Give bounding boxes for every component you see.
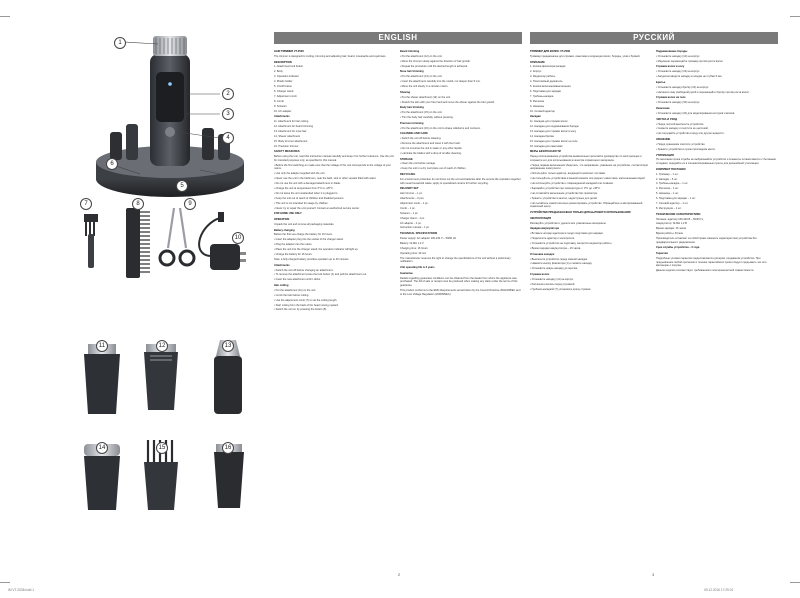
paragraph: • Never try to repair the unit yourself. Contact an authorized service center. [274,206,360,210]
paragraph: • Put the attachment (15) on the unit. [400,111,443,115]
paragraph: 16. Precision trimmer [274,144,299,148]
section-heading: ТРИММЕР ДЛЯ ВОЛОС VT-2538 [530,50,570,53]
paragraph: • Trim the body hair carefully, without pressing. [400,116,454,120]
section-heading: Unit operating life is 3 years [400,266,435,270]
paragraph: 1. Кнопка фиксатора насадки [530,65,566,69]
paragraph: Comb – 1 pc. [400,206,416,210]
section-heading: Attachments [274,115,290,119]
page-number-left: 2 [398,572,401,577]
section-heading: ХРАНЕНИЕ [656,138,671,142]
paragraph: • Перед чисткой выключите устройство. [656,122,705,126]
paragraph: • This unit is not intended for usage by children. [274,201,329,205]
paragraph: The trimmer is designed for cutting, trimming and adjusting hair, beard, moustache and eyebrows. [274,54,387,58]
page-number-right: 3 [652,572,655,577]
paragraph: • Do not use the unit with a damaged attachment or blade. [274,182,341,186]
paragraph: Распакуйте устройство и удалите все упаковочные материалы. [530,221,607,225]
section-heading: ЭКСПЛУАТАЦИЯ [530,216,552,220]
paragraph: This product conforms to the EMC-Requirements as laid down by the Council Directive 2004/108/EC and to the Low Voltage Regulation (2006/95/EC). [400,288,521,296]
section-heading: Nose hair trimming [400,70,424,74]
paragraph: Производитель оставляет за собой право изменять характеристики устройства без предварительного уведомления. [656,237,757,244]
paragraph: 13. Attachment for nose hair [274,129,307,133]
paragraph: • Установите насадку (12) на корпус. [656,54,701,58]
paragraph: • Move the unit slowly in a circular motion. [400,85,449,89]
paragraph: • Switch the unit on by pressing the button (5). [274,308,327,312]
paragraph: • Put the attachment (12) on the unit. [400,54,443,58]
section-heading: OPERATION [274,217,290,221]
paragraph: Before using the unit, read this instruction manual carefully and keep it for further reference. Use the unit for intended purposes only, as specified in this manual. [274,155,394,162]
paragraph: • Подключите адаптер к электросети. [530,237,575,241]
paragraph: 16. Насадка для окантовки [530,144,563,148]
section-heading: Стрижка волос в носу [656,65,685,69]
paragraph: 3. Индикатор работы [530,75,556,79]
paragraph: • Start cutting from the back of the head moving upward. [274,303,339,307]
section-heading: CLEANING AND CARE [400,132,428,136]
paragraph: • Не пользуйтесь устройством в ванной комнате или рядом с емкостями, наполненными водой. [530,177,646,181]
paragraph: Before the first use charge the battery for 16 hours. [274,233,333,237]
paragraph: Питание: адаптер 100-240 В ~ 50/60 Гц [656,217,704,221]
crop-mark [0,16,10,17]
paragraph: Power supply: AC adapter 100-240 V ~ 50/60 Hz [400,237,457,241]
paragraph: 9. Scissors [274,104,287,108]
paragraph: 6. Подставка для зарядки – 1 шт. [656,197,696,201]
paragraph: • Время зарядки аккумулятора – 16 часов. [530,246,582,250]
paragraph: Note: a fully charged battery provides operation up to 40 minutes. [274,257,350,261]
callout-7: 7 [80,198,92,210]
paragraph: Аккумулятор: Ni-MH 1,2 В [656,222,687,226]
paragraph: • Установите насадку (15) на корпус. [656,101,701,105]
paragraph: • Медленно перемещайте триммер против роста волос. [656,59,724,63]
callout-5: 5 [176,180,188,192]
paragraph: • Установите насадку (11) на корпус. [530,277,574,281]
paragraph: • Put the attachment (13) on the unit. [400,75,443,79]
paragraph: • Place the unit into the charger stand; the operation indicator will light up. [274,248,359,252]
section-heading: TECHNICAL SPECIFICATIONS [400,232,438,236]
section-heading: Beard trimming [400,50,420,53]
paragraph: • Clean the unit before storage. [400,162,436,166]
english-column-2 [400,48,522,568]
paragraph: • Put the attachment (16) on the unit to shape sideburns and contours. [400,126,481,130]
section-heading: Бритье [656,80,666,84]
paragraph: Battery: Ni-MH 1.2 V [400,241,424,245]
paragraph: Charging time: 16 hours [400,246,428,250]
paragraph: 5. Кнопка включения/выключения [530,85,571,89]
russian-header: РУССКИЙ [530,32,778,44]
paragraph: 5. On/off button [274,85,292,89]
paragraph: 8. Инструкция – 1 шт. [656,206,682,210]
paragraph: The manufacturer reserves the right to change the specifications of the unit without a preliminary notification. [400,256,511,264]
callout-3: 3 [222,108,234,120]
section-heading: Shaving [400,90,411,94]
paragraph: • Before the first switching-on make sure that the voltage of the unit corresponds to the voltage of your mains. [274,163,391,171]
section-heading: Насадки [530,115,541,119]
paragraph: Время зарядки: 16 часов [656,227,687,231]
paragraph: 7. Adjustment comb [274,94,297,98]
accessories-figure [84,208,246,278]
paragraph: 4. Расческа – 1 шт. [656,187,679,191]
section-heading: DESCRIPTION [274,60,292,64]
paragraph: 1. Триммер – 1 шт. [656,172,679,176]
section-heading: Подравнивание бороды [656,50,688,53]
section-heading: HAIR TRIMMER VT-2538 [274,50,304,53]
paragraph: По окончании срока службы не выбрасывайте устройство и элементы питания вместе с бытовыми отходами, передайте их в специализированные пункты для дальнейшей утилизации. [656,158,776,166]
section-heading: ОПИСАНИЕ [530,60,545,64]
paragraph: Details regarding guarantee conditions can be obtained from the dealer from whom the appliance was purchased. The bill of sale or receipt must be produced when making any claim under the terms of this guarantee. [400,276,518,288]
paragraph: • Используйте только адаптер, входящий в комплект поставки. [530,172,606,176]
callout-10: 10 [232,232,244,244]
paragraph: Attachments – 6 pcs. [400,197,425,201]
paragraph: 11. Attachment for hair cutting [274,120,309,124]
paragraph: • Switch the unit off before cleaning. [400,137,442,141]
paragraph: 8. Расческа [530,99,544,103]
paragraph: 13. Насадка для стрижки волос в носу [530,129,577,133]
paragraph: Unpack the unit and remove all packaging materials. [274,222,335,226]
paragraph: 11. Насадка для стрижки волос [530,120,568,124]
paragraph: Данное изделие соответствует требованиям к электромагнитной совместимости. [656,269,755,273]
paragraph: 4. Пластиковый держатель [530,80,563,84]
paragraph: • Выключите устройство перед сменой насадки. [530,257,588,261]
paragraph: • To remove the attachment press the lock button (1) and pull the attachment out. [274,273,367,277]
callout-13: 13 [222,340,234,352]
paragraph: Instruction manual – 1 pc. [400,226,430,230]
footer-filename: IM VT-2538.indd 1 [8,588,35,592]
paragraph: • Установите новую насадку до щелчка. [530,267,578,271]
paragraph: 7. Сетевой адаптер – 1 шт. [656,202,689,206]
paragraph: • Insert the adapter plug into the socket of the charger stand. [274,238,344,242]
paragraph: 4. Plastic holder [274,80,293,84]
paragraph: • Аккуратно вводите насадку в ноздрю не глубже 5 мм. [656,75,723,79]
callout-15: 15 [156,442,168,454]
callout-16: 16 [222,442,234,454]
paragraph: • Lubricate the blades with a drop of oil after cleaning. [400,151,462,155]
paragraph: • Не используйте устройство с поврежденной насадкой или лезвием. [530,182,614,186]
paragraph: • Insert the attachment carefully into the nostril, not deeper than 5 mm. [400,80,481,84]
paragraph: Перед использованием устройства внимательно прочитайте руководство по эксплуатации и сохраните его для использования в качестве справочного материала. [530,155,642,162]
callout-4: 4 [222,132,234,144]
paragraph: • Не погружайте устройство в воду или другие жидкости. [656,132,725,136]
paragraph: Adjustment comb – 1 pc. [400,202,429,206]
paragraph: • Заряжайте устройство при температуре от 0°C до +35°C. [530,187,601,190]
paragraph: • Charge the battery for 16 hours. [274,253,313,257]
callout-9: 9 [184,198,196,210]
paragraph: • Натяните кожу свободной рукой и перемещайте бритву против роста волос. [656,90,750,94]
paragraph: • Установите насадку (16) для моделирования контуров и висков. [656,111,736,115]
paragraph: Scissors – 1 pc. [400,211,419,215]
paragraph: Charger stand – 1 pc. [400,216,425,220]
paragraph: • Нажмите кнопку фиксатора (1) и снимите насадку. [530,262,593,266]
section-heading: УСТРОЙСТВО ПРЕДНАЗНАЧЕНО ТОЛЬКО ДЛЯ БЫТОВОГО ИСПОЛЬЗОВАНИЯ [530,211,631,215]
paragraph: Operating time: 40 min [400,251,427,255]
english-header: ENGLISH [274,32,522,44]
callout-11: 11 [96,340,108,352]
callout-2: 2 [222,88,234,100]
paragraph: • Use only the adapter supplied with the unit. [274,172,326,176]
paragraph: • Установите насадку-бритву (14) на корпус. [656,85,710,89]
paragraph: 15. Насадка для стрижки волос на теле [530,139,578,143]
paragraph: 14. Насадка-бритва [530,134,554,138]
section-heading: УТИЛИЗАЦИЯ [656,153,674,157]
paragraph: • Гребнем-насадкой (7) установите длину стрижки. [530,287,592,291]
section-heading: Hair cutting [274,283,289,287]
paragraph: Время работы: 40 мин [656,232,684,236]
paragraph: Hair trimmer – 1 pc. [400,192,423,196]
paragraph: 5. Ножницы – 1 шт. [656,192,679,196]
paragraph: 3. Operation indicator [274,75,299,79]
section-heading: Guarantee [400,271,413,275]
paragraph: 10. AC adapter [274,109,292,113]
paragraph: 8. Comb [274,99,284,103]
paragraph: • Put the shaver attachment (14) on the unit. [400,95,451,99]
paragraph: • Расчешите волосы перед стрижкой. [530,282,576,286]
section-heading: SAFETY MEASURES [274,150,300,154]
callout-8: 8 [132,198,144,210]
attachments-figure [84,340,244,510]
russian-column-2 [656,48,778,568]
section-heading: Battery charging [274,228,295,232]
paragraph: For environment protection do not throw out the unit and batteries after the service life expiration together with usual household waste; apply to specialized centers for further recycling. [400,177,521,185]
paragraph: • Снимите насадку и очистите ее щеточкой. [656,127,709,131]
section-heading: Precision trimming [400,121,424,125]
paragraph: 9. Ножницы [530,104,545,108]
paragraph: 12. Насадка для подравнивания бороды [530,124,579,128]
paragraph: • Never use the unit in the bathroom, near the bath, sink or other vessels filled with water. [274,177,377,181]
crop-mark [0,582,10,583]
product-illustration [70,14,270,574]
section-heading: Гарантия [656,252,668,256]
section-heading: Body hair trimming [400,106,424,110]
section-heading: DELIVERY SET [400,187,419,191]
paragraph: 12. Attachment for beard trimming [274,124,314,128]
section-heading: Стрижка волос [530,273,550,277]
paragraph: • Do not leave the unit unattended when it is plugged in. [274,191,339,195]
paragraph: • Move the trimmer slowly against the direction of hair growth. [400,59,471,63]
paragraph: • Keep the unit in a dry cool place out of reach of children. [400,167,467,171]
footer-timestamp: 09.12.2016 17:29:01 [704,588,734,592]
paragraph: • Repeat the procedure until the desired length is achieved. [400,64,468,68]
paragraph: • Comb the hair before cutting. [274,293,310,297]
paragraph: • Use the adjustment comb (7) to set the cutting length. [274,298,338,302]
section-heading: МЕРЫ БЕЗОПАСНОСТИ [530,150,561,154]
paragraph: • Stretch the skin with your free hand and move the shaver against the hair growth. [400,100,495,104]
paragraph: 7. Гребень-насадка [530,94,554,98]
paragraph: 6. Charger stand [274,89,294,93]
paragraph: Подробные условия гарантии предоставляются дилером, продавшим устройство. При предъявлении любой претензии в течение гарантийного срока следует предъявить чек или квитанцию о покупке. [656,257,767,268]
paragraph: • Put the attachment (11) on the unit. [274,288,317,292]
paragraph: AC adapter – 1 pc. [400,221,422,225]
section-heading: Зарядка аккумулятора [530,227,559,231]
section-heading: Стрижка волос на теле [656,96,686,100]
callout-1: 1 [114,37,126,49]
paragraph: 15. Body trimmer attachment [274,139,308,143]
section-heading: Окантовка [656,107,670,111]
callout-6: 6 [106,158,118,170]
paragraph: 2. Насадки – 6 шт. [656,177,678,181]
section-heading: Установка насадок [530,252,555,256]
paragraph: • Remove the attachment and clean it with the brush. [400,142,461,146]
russian-column-1 [530,48,652,568]
callout-14: 14 [96,442,108,454]
paragraph: • Храните устройство в местах, недоступных для детей. [530,196,598,200]
paragraph: • Switch the unit off before changing an attachment. [274,268,334,272]
callout-12: 12 [156,340,168,352]
section-heading: ТЕХНИЧЕСКИЕ ХАРАКТЕРИСТИКИ [656,212,701,216]
paragraph: 10. Сетевой адаптер [530,109,555,113]
paragraph: • Не оставляйте включенное устройство без присмотра. [530,191,598,195]
section-heading: ЧИСТКА И УХОД [656,117,677,121]
paragraph: • Перед хранением очистите устройство. [656,142,706,146]
paragraph: • Не пытайтесь самостоятельно ремонтировать устройство. Обращайтесь в авторизованный сервисный центр. [530,201,643,209]
paragraph: 14. Shaver attachment [274,134,301,138]
paragraph: • Do not immerse the unit in water or any other liquids. [400,146,463,150]
paragraph: • Plug the adapter into the mains. [274,243,313,247]
paragraph: • Keep the unit out of reach of children and disabled persons. [274,196,345,200]
paragraph: • Перед первым включением убедитесь, что напряжение, указанное на устройстве, соответствует напряжению электросети. [530,163,649,171]
paragraph: 2. Корпус [530,70,542,74]
paragraph: Триммер предназначен для стрижки, окантовки и коррекции волос, бороды, усов и бровей. [530,54,641,58]
crop-mark [790,16,800,17]
paragraph: • Insert the new attachment until it clicks. [274,278,321,282]
paragraph: • Храните устройство в сухом прохладном месте. [656,147,716,151]
paragraph: 6. Подставка для зарядки [530,89,561,93]
english-column-1 [274,48,396,568]
paragraph: 1. Attachment lock button [274,65,304,69]
paragraph: 2. Body [274,70,283,74]
section-heading: STORAGE [400,157,413,161]
paragraph: • Установите устройство на подставку, загорится индикатор работы. [530,242,613,246]
section-heading: КОМПЛЕКТ ПОСТАВКИ [656,167,686,171]
paragraph: • Вставьте штекер адаптера в гнездо подставки для зарядки. [530,232,604,236]
crop-mark [790,582,800,583]
section-heading: Срок службы устройства – 3 года [656,246,700,250]
paragraph: • Установите насадку (13) на корпус. [656,70,701,74]
section-heading: Attachments [274,263,290,267]
section-heading: FOR HOME USE ONLY [274,212,302,216]
paragraph: 3. Гребень-насадка – 1 шт. [656,182,689,186]
paragraph: • Charge the unit at temperature from 0°C to +35°C. [274,187,334,190]
section-heading: RECYCLING [400,173,416,177]
